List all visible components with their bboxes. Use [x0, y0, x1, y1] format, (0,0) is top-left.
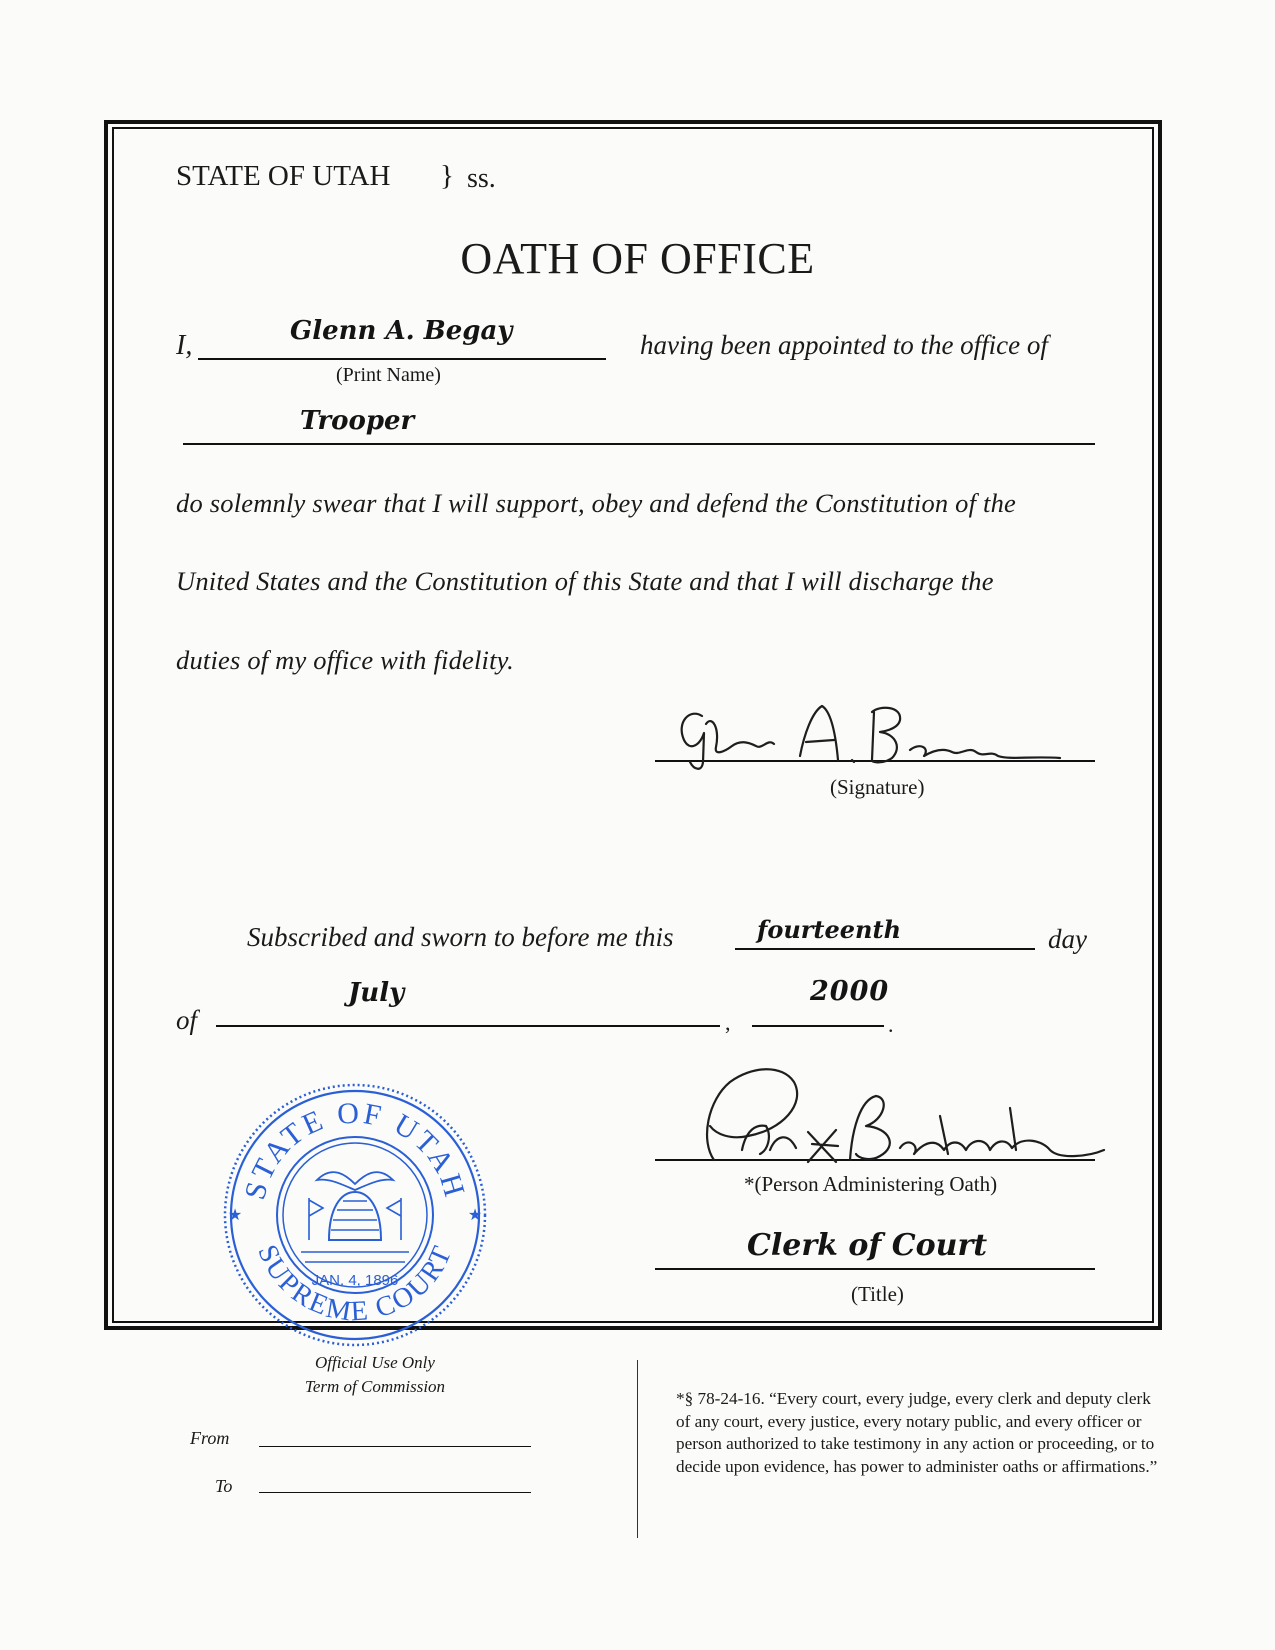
signature-label: (Signature)	[830, 775, 925, 799]
title-label: (Title)	[851, 1282, 904, 1306]
i-prefix: I,	[176, 330, 193, 361]
section-divider	[637, 1360, 638, 1538]
statute-footnote: *§ 78-24-16. “Every court, every judge, every clerk and deputy clerk of any court, every justice, every notary public, and every officer or person authorized to take testimony in any action or proceeding, or to decide upon evidence, has power to administer oaths or affirmations.”	[676, 1389, 1158, 1476]
seal-star-icon: ★	[467, 1205, 483, 1224]
svg-text:STATE OF UTAH	[238, 1097, 471, 1204]
document-title: OATH OF OFFICE	[460, 234, 815, 283]
from-field-line	[259, 1446, 531, 1447]
seal-date-text: JAN. 4, 1896	[311, 1272, 399, 1289]
print-name-label: (Print Name)	[336, 364, 441, 386]
to-field-line	[259, 1492, 531, 1493]
year-field-value: 2000	[810, 976, 890, 1007]
title-field-line	[655, 1268, 1095, 1270]
seal-bottom-text: SUPREME COURT	[251, 1240, 459, 1328]
title-field-value: Clerk of Court	[747, 1228, 988, 1263]
month-field-value: July	[348, 978, 405, 1008]
subscribed-text: Subscribed and sworn to before me this	[247, 922, 674, 952]
day-suffix: day	[1048, 924, 1087, 954]
office-field-line	[183, 443, 1095, 445]
month-field-line	[216, 1025, 720, 1027]
supreme-court-seal-icon	[205, 1080, 505, 1350]
administrator-signature-line	[655, 1159, 1095, 1161]
day-field-line	[735, 948, 1035, 950]
name-field-value: Glenn A. Begay	[290, 316, 513, 346]
to-label: To	[215, 1476, 233, 1496]
seal-top-text: STATE OF UTAH	[238, 1096, 472, 1204]
appointed-text: having been appointed to the office of	[640, 330, 1048, 360]
administrator-label: *(Person Administering Oath)	[744, 1172, 998, 1196]
oath-body-line: do solemnly swear that I will support, obey and defend the Constitution of the	[176, 488, 1016, 518]
name-field-line	[198, 358, 606, 360]
oath-body-line: duties of my office with fidelity.	[176, 645, 514, 675]
office-field-value: Trooper	[300, 406, 415, 436]
official-use-heading: Official Use Only	[315, 1353, 435, 1372]
date-comma: ,	[725, 1010, 731, 1035]
ss-abbreviation: ss.	[467, 163, 496, 194]
seal-star-icon: ★	[227, 1205, 243, 1224]
of-text: of	[176, 1005, 198, 1035]
oath-body-line: United States and the Constitution of this State and that I will discharge the	[176, 566, 994, 596]
year-field-line	[752, 1025, 884, 1027]
state-heading: STATE OF UTAH	[176, 160, 391, 192]
signature-line	[655, 760, 1095, 762]
date-period: .	[888, 1012, 894, 1037]
from-label: From	[190, 1428, 230, 1448]
term-of-commission-heading: Term of Commission	[304, 1377, 446, 1396]
brace-symbol: }	[440, 160, 454, 192]
day-field-value: fourteenth	[757, 915, 902, 944]
